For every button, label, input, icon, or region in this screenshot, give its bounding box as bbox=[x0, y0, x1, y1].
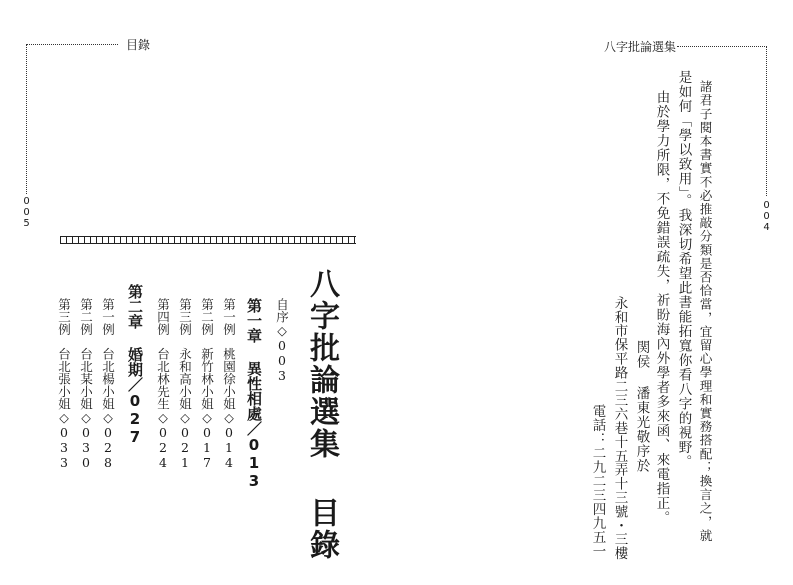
author-address: 永和市保平路二三六巷十五弄十三號・三樓 bbox=[611, 296, 628, 561]
right-page-number: 004 bbox=[761, 200, 772, 233]
toc-entry-label: 第四例 bbox=[155, 298, 171, 336]
toc-entry bbox=[200, 298, 213, 470]
toc-entry-label: 第三例 bbox=[56, 298, 72, 336]
toc-entry-text: 永和高小姐◇021 bbox=[177, 347, 193, 470]
left-header-title: 目錄 bbox=[126, 38, 151, 52]
toc-entry-label: 第一例 bbox=[100, 298, 116, 336]
left-header-dotted-line bbox=[26, 44, 118, 45]
preface-signature: 関侯 潘東光敬序於 bbox=[633, 340, 650, 473]
toc-entry bbox=[156, 298, 169, 470]
toc-entry bbox=[57, 298, 70, 470]
toc-entry-label: 第二例 bbox=[199, 298, 215, 336]
toc-entry bbox=[222, 298, 235, 470]
toc-entry bbox=[79, 298, 92, 470]
chapter-1-title: 第一章 異性相處／013 bbox=[245, 298, 263, 490]
toc-entry bbox=[101, 298, 114, 470]
right-header-dotted-line bbox=[677, 46, 767, 47]
preface-paragraph: 由於學力所限，不免錯誤疏失，祈盼海內外學者多來函、來電指正。 bbox=[653, 90, 670, 525]
author-phone: 電話：二九二三四九五一 bbox=[589, 404, 606, 558]
right-margin-dotted-line bbox=[766, 46, 767, 196]
decorative-border bbox=[60, 236, 356, 244]
toc-entry-text: 台北某小姐◇030 bbox=[78, 347, 94, 470]
toc-entry-label: 第一例 bbox=[221, 298, 237, 336]
toc-entry-text: 新竹林小姐◇017 bbox=[199, 347, 215, 470]
left-margin-dotted-line bbox=[26, 44, 27, 194]
toc-entry bbox=[178, 298, 191, 470]
toc-entry-text: 台北張小姐◇033 bbox=[56, 347, 72, 470]
preface-paragraph: 是如何「學以致用」。我深切希望此書能拓寬你看八字的視野。 bbox=[675, 70, 692, 470]
toc-entry-label: 第三例 bbox=[177, 298, 193, 336]
toc-entry-text: 台北林先生◇024 bbox=[155, 347, 171, 470]
toc-entry-text: 台北楊小姐◇028 bbox=[100, 347, 116, 470]
toc-title: 八字批論選集 目錄 bbox=[304, 268, 339, 561]
toc-preface: 自序◇003 bbox=[274, 298, 290, 383]
toc-entry-label: 第二例 bbox=[78, 298, 94, 336]
toc-entry-text: 桃園徐小姐◇014 bbox=[221, 347, 237, 470]
chapter-2-title: 第二章 婚期／027 bbox=[126, 284, 144, 446]
preface-paragraph: 諸君子閱本書實不必推敲分類是否恰當，宜留心學理和實務搭配；換言之，就 bbox=[697, 80, 713, 543]
right-header-title: 八字批論選集 bbox=[604, 40, 677, 54]
left-page-number: 005 bbox=[21, 196, 32, 229]
